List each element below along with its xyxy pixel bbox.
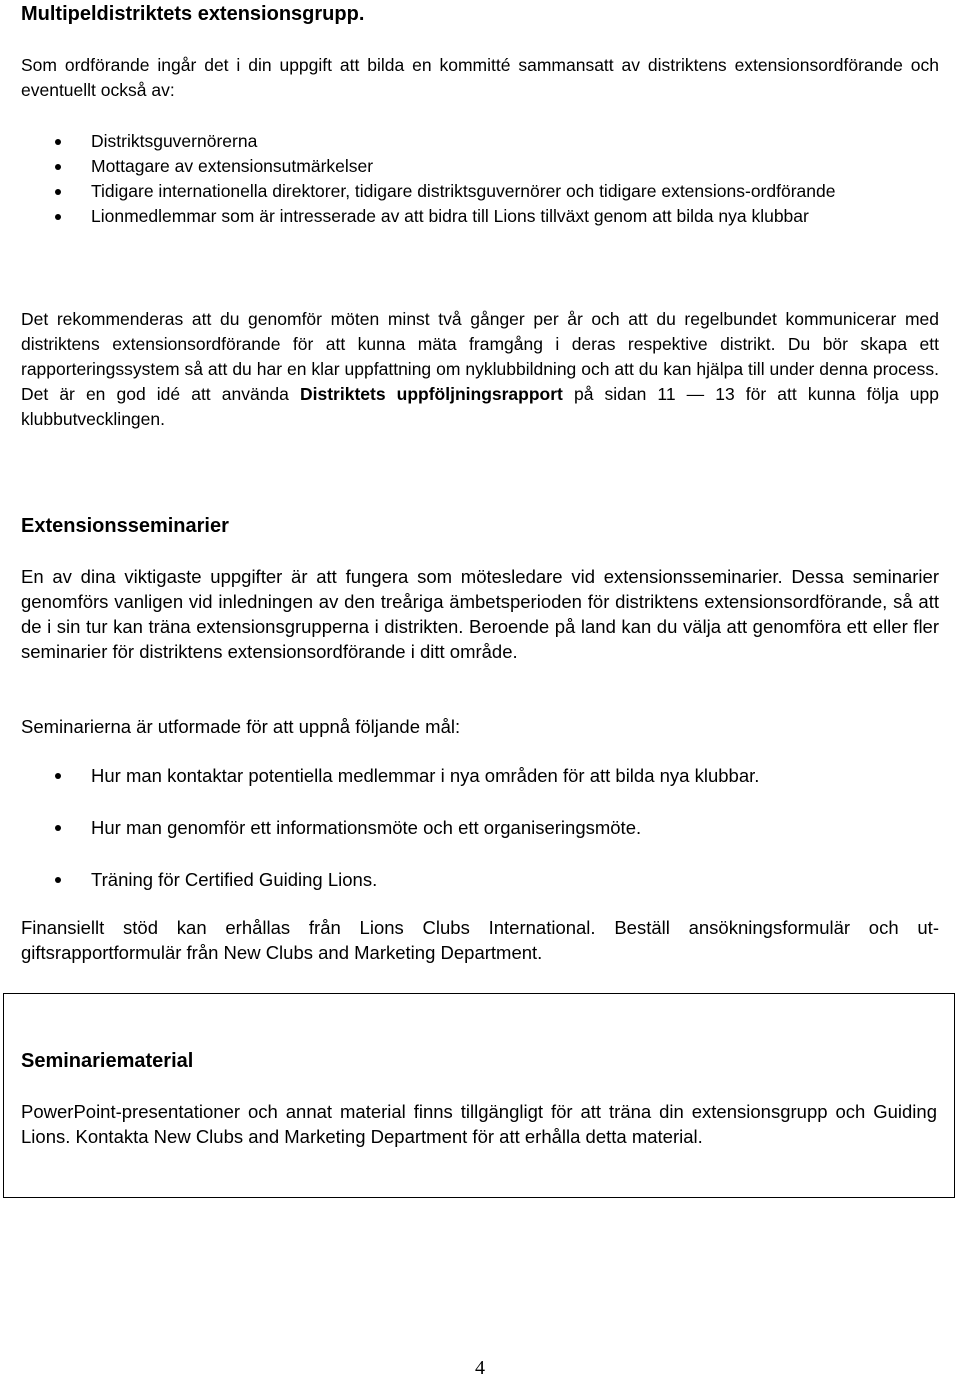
material-heading: Seminariematerial	[21, 1050, 194, 1072]
list-item: Träning för Certified Guiding Lions.	[21, 867, 939, 892]
recommendation-paragraph	[21, 307, 939, 432]
seminars-paragraph: En av dina viktigaste uppgifter är att fungera som mötesledare vid extensionsseminarier. Dessa seminarier genomförs vanligen vid inledningen av den treåriga ämbetsperioden för distriktens extensionsordförande, så att de i sin tur kan träna extensionsgrupperna i distrikten. Beroende på land kan du välja att genomföra ett eller fler seminarier för distriktens extensionsordförande i ditt område.	[21, 566, 939, 662]
seminars-heading: Extensionsseminarier	[21, 515, 229, 537]
intro-paragraph: Som ordförande ingår det i din uppgift att bilda en kommitté sammansatt av distriktens extensionsordförande och eventuellt också av:	[21, 55, 939, 100]
intro-bullet-list	[21, 129, 939, 229]
goals-intro: Seminarierna är utformade för att uppnå följande mål:	[21, 716, 461, 737]
followup-report-name: Distriktets uppföljningsrapport	[299, 384, 563, 404]
list-item: Mottagare av extensionsutmärkelser	[21, 154, 939, 179]
list-item: Hur man genomför ett informationsmöte och ett organiseringsmöte.	[21, 815, 939, 840]
list-item: Distriktsguvernörerna	[21, 129, 939, 154]
page-number: 4	[475, 1357, 485, 1379]
material-paragraph: PowerPoint-presentationer och annat material finns tillgängligt för att träna din extensionsgrupp och Guiding Lions. Kontakta New Clubs and Marketing Department för att erhålla detta material.	[21, 1101, 937, 1147]
list-item: Lionmedlemmar som är intresserade av att bidra till Lions tillväxt genom att bilda nya klubbar	[21, 204, 939, 229]
recommendation-text-a: Det rekommenderas att du genomför möten minst två gånger per år och att du regelbundet kommunicerar med distriktens extensionsordförande för att kunna mäta framgång i deras respektive distrikt.	[21, 309, 939, 354]
recommendation-text-b: Du bör skapa ett rapporteringssystem så att du har en klar uppfattning om nyklubbildning och att du kan hjälpa till under denna process. Det är en god idé att använda	[21, 334, 939, 404]
list-item: Tidigare internationella direktorer, tidigare distriktsguvernörer och tidigare extensions-ordförande	[21, 179, 939, 204]
seminar-material-box	[3, 993, 955, 1198]
main-heading: Multipeldistriktets extensionsgrupp.	[21, 3, 365, 25]
list-item: Hur man kontaktar potentiella medlemmar i nya områden för att bilda nya klubbar.	[21, 763, 939, 788]
goals-bullet-list	[21, 763, 939, 892]
recommendation-text-c: på sidan 11 — 13 för att kunna följa upp klubbutvecklingen.	[21, 384, 939, 429]
funding-paragraph: Finansiellt stöd kan erhållas från Lions Clubs International. Beställ ansökningsformulär och ut-giftsrapportformulär från New Clubs and Marketing Department.	[21, 917, 939, 963]
